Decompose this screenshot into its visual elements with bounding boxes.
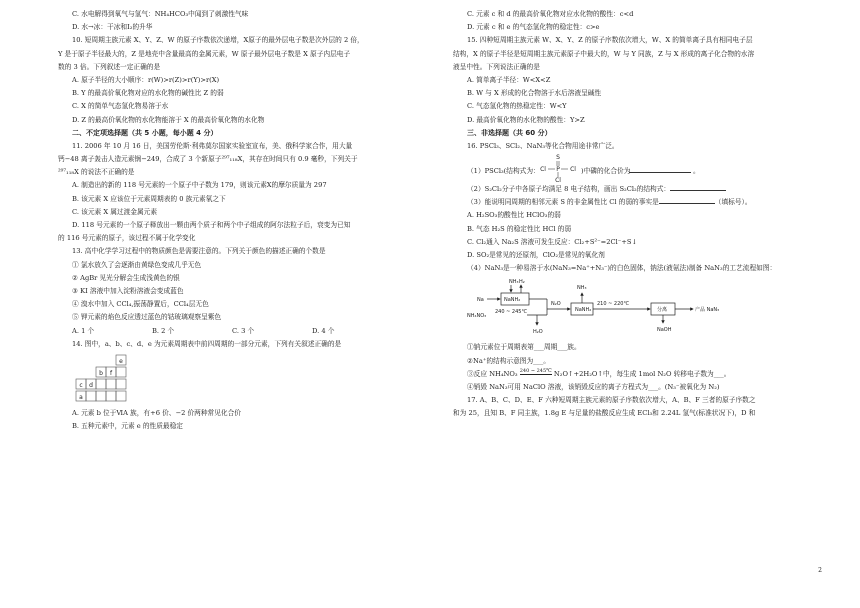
question-16: 16. PSCl₃、SCl₂、NaN₃等化合物用途非常广泛。	[467, 141, 619, 150]
periodic-table-figure	[58, 351, 430, 407]
text-line: C. 水电解得到氧气与氢气：NH₄HCO₃中闻到了刺激性气味	[72, 10, 249, 18]
option-d: D. 118 号元素的一个原子释放出一颗由两个质子和两个中子组成的阿尔法粒子后，衰变为已知	[72, 221, 351, 229]
question-11: 11. 2006 年 10 月 16 日，美国劳伦斯·利弗莫尔国家实验室宣布，美、俄科学家合作，用大量	[72, 141, 353, 150]
text-line: （2）S₂Cl₂分子中各原子均满足 8 电子结构，画出 S₂Cl₂的结构式：	[467, 185, 671, 194]
label-temp2: 240 ~ 245℃	[495, 309, 528, 316]
question-15: 15. 四种短周期主族元素 W、X、Y、Z 的原子序数依次增大，W、X 的简单离子具有相同电子层	[467, 36, 753, 45]
option-c: C. 该元素 X 属过渡金属元素	[72, 207, 158, 216]
option-b: B. Y 的最高价氧化物对应的水化物的碱性比 Z 的弱	[72, 89, 224, 98]
sub-question-4: ④销毁 NaN₃可用 NaClO 溶液，该销毁反应的离子方程式为___。(N₃⁻被氧化为 N₂)	[467, 382, 720, 391]
option-d: D. 最高价氧化物的水化物的酸性：Y>Z	[467, 115, 585, 124]
label-product: 产品 NaN₃	[695, 307, 720, 314]
option-a: A. 原子半径的大小顺序：r(W)>r(Z)>r(Y)>r(X)	[72, 75, 220, 84]
box-nanh2-2: NaNH₂	[575, 307, 592, 314]
statement-5: ⑤ 钾元素的焰色反应透过蓝色的钴玻璃观察呈紫色	[72, 313, 222, 322]
label-na: Na	[477, 297, 484, 304]
cell-f: f	[109, 369, 113, 377]
option-b: B. 2 个	[152, 326, 175, 335]
section-heading: 二、不定项选择题（共 5 小题，每小题 4 分）	[72, 128, 218, 137]
text-line: 数的 3 倍。下列叙述一定正确的是	[58, 62, 161, 71]
option-c: C. 气态氢化物的热稳定性：W<Y	[467, 102, 567, 111]
option-c: C. X 的简单气态氢化物易溶于水	[72, 102, 169, 111]
cell-c: c	[79, 381, 83, 389]
question-16-4: （4）NaN₃是一种易溶于水(NaN₃=Na⁺+N₃⁻)的白色固体，钠法(液氨法)制备 NaN₃的工艺流程如图：	[467, 264, 777, 273]
option-a: A. 制造出的新的 118 号元素的一个原子中子数为 179，则该元素X的摩尔质量为 297	[72, 181, 327, 190]
text-line: Y 是于原子半径最大的，Z 是地壳中含量最高的金属元素，W 原子最外层电子数是 X 原子内层电子	[58, 49, 351, 58]
label-h2: H₂	[519, 279, 525, 286]
answer-blank	[659, 196, 715, 204]
statement-4: ④ 溴水中加入 CCl₄,振荡静置后，CCl₄层无色	[72, 300, 209, 309]
sub-question-3	[453, 368, 825, 381]
text-line: ²⁹⁷₁₁₈X 的说法不正确的是	[58, 168, 135, 177]
periodic-grid	[72, 353, 152, 407]
label-nh3: NH₃	[509, 279, 519, 286]
options-row	[58, 325, 430, 338]
statement-1: ① 氯水放久了会逐渐由黄绿色变成几乎无色	[72, 260, 202, 269]
option-c: C. 3 个	[232, 326, 255, 335]
text-line: 钙−48 离子轰击人造元素锎−249，合成了 3 个新原子²⁹⁷₁₁₈X，其存在时间只有 0.9 毫秒，下列关于	[58, 155, 358, 164]
label-n2o: N₂O	[551, 301, 561, 308]
reaction-condition: 240 ~ 245℃	[519, 367, 552, 374]
text-line: 结构，X 的原子半径是短周期主族元素原子中最大的，W 与 Y 同族，Z 与 X 形成的离子化合物的水溶	[453, 49, 755, 58]
sub-question-2: ②Na⁺的结构示意图为___。	[467, 356, 550, 365]
text-line: （1）PSCl₃(结构式为：	[467, 167, 540, 176]
cell-a: a	[79, 393, 83, 401]
option-c: C. Cl₂通入 Na₂S 溶液可发生反应：Cl₂+S²⁻=2Cl⁻+S↓	[467, 237, 638, 246]
question-17: 17. A、B、C、D、E、F 六种短周期主族元素的原子序数依次增大，A、B、F 三者的原子序数之	[467, 396, 756, 405]
process-flow-diagram	[453, 275, 825, 341]
option-c: C. 元素 c 和 d 的最高价氧化物对应水化物的酸性：c<d	[467, 10, 634, 18]
atom-cl: Cl	[555, 177, 561, 184]
text-line: 。	[693, 167, 700, 176]
option-b: B. 该元素 X 应该位于元素周期表的 0 族元素氡之下	[72, 194, 226, 203]
question-13: 13. 高中化学学习过程中的物质颜色是需要注意的。下列关于颜色的描述正确的个数是	[72, 247, 326, 256]
label-h2o: H₂O	[533, 329, 543, 336]
text-line: N₂O↑+2H₂O↑中，每生成 1mol N₂O 转移电子数为___。	[553, 369, 731, 378]
option-b: B. W 与 X 形成的化合物溶于水后溶液呈碱性	[467, 89, 602, 98]
option-b: B. 气态 H₂S 的稳定性比 HCl 的弱	[467, 224, 572, 233]
option-d: D. 4 个	[312, 326, 335, 335]
atom-p: P	[556, 166, 560, 174]
pscl3-line	[453, 153, 825, 183]
option-d: D. Z 的最高价氧化物的水化物能溶于 X 的最高价氧化物的水化物	[72, 115, 265, 124]
answer-blank	[670, 183, 726, 191]
text-line: （3）能说明同周期的相邻元素 S 的非金属性比 Cl 的弱的事实是	[467, 198, 659, 207]
option-b: B. 五种元素中，元素 e 的性质最稳定	[72, 422, 183, 431]
question-14: 14. 图中，a、b、c、d、e 为元素周期表中前四周期的一部分元素，下列有关叙述正确的是	[72, 339, 342, 348]
text-line: 液呈中性。下列说法正确的是	[453, 62, 540, 71]
section-heading: 三、非选择题（共 60 分）	[467, 128, 552, 137]
statement-3: ③ KI 溶液中加入淀粉溶液会变成蓝色	[72, 286, 184, 295]
atom-s: S	[556, 154, 560, 162]
label-nh4no3: NH₄NO₃	[467, 313, 487, 320]
statement-2: ② AgBr 见光分解会生成浅黄色的银	[72, 273, 180, 282]
left-column	[58, 8, 430, 433]
option-a: A. H₂SO₃的酸性比 HClO₃的弱	[467, 211, 561, 220]
option-a: A. 简单离子半径：W<X<Z	[467, 75, 551, 84]
text-line: 和为 25，且知 B、F 同主族，1.8g E 与足量的盐酸反应生成 ECl₃和 2.24L 氢气(标准状况下)，D 和	[453, 409, 756, 418]
text-line: ③反应 NH₄NO₃	[467, 369, 518, 378]
text-line: D. 水→冰：干冰和I₂的升华	[72, 23, 153, 32]
right-column	[453, 8, 825, 421]
atom-cl: Cl	[540, 166, 546, 174]
text-line: （填标号）。	[714, 198, 752, 207]
cell-d: d	[89, 381, 93, 389]
label-temp1: 210 ~ 220℃	[597, 301, 630, 308]
answer-blank	[629, 172, 691, 173]
box-nanh2: NaNH₂	[504, 297, 521, 304]
label-nh3-out: NH₃	[577, 285, 587, 292]
text-line: 的 116 号元素的原子，该过程不属于化学变化	[58, 234, 196, 243]
label-naoh: NaOH	[657, 327, 672, 334]
sub-question-1: ①钠元素位于周期表第___周期___族。	[467, 343, 581, 352]
option-a: A. 1 个	[72, 326, 95, 335]
page-number: 2	[818, 567, 822, 574]
option-a: A. 元素 b 位于ⅥA 族，有+6 价、−2 价两种常见化合价	[72, 408, 241, 417]
question-10: 10. 短周期主族元素 X、Y、Z、W 的原子序数依次递增，X原子的最外层电子数是次外层的 2 倍，	[72, 36, 364, 45]
box-separation: 分离	[657, 307, 668, 314]
text-line: )中磷的化合价为	[581, 167, 631, 176]
question-16-3	[453, 196, 825, 209]
cell-e: e	[119, 357, 123, 365]
question-16-2	[453, 183, 825, 196]
flow-chart	[467, 275, 737, 339]
cell-b: b	[99, 369, 103, 377]
pscl3-structure	[537, 153, 579, 183]
option-d: D. SO₂是常见的还原剂，ClO₂是常见的氧化剂	[467, 251, 605, 259]
option-d: D. 元素 c 和 e 的气态氢化物的稳定性：c>e	[467, 23, 600, 32]
atom-cl: Cl	[570, 166, 576, 174]
